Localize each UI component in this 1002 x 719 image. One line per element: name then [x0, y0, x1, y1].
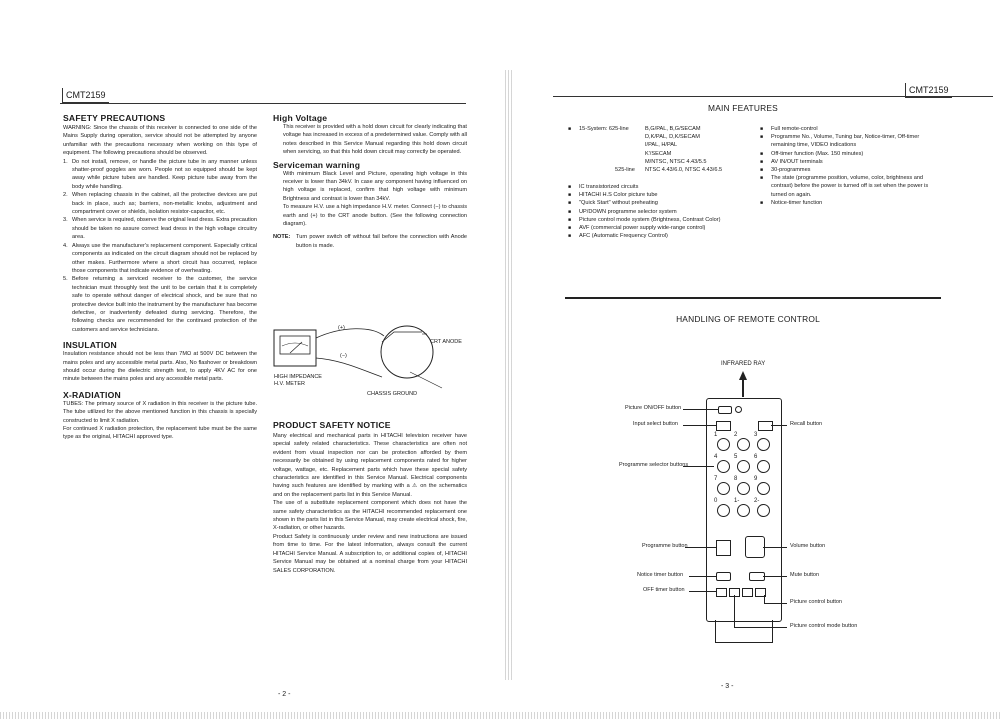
programme-key-2[interactable]: 2 [734, 432, 754, 451]
diagram-plus: (+) [338, 325, 345, 331]
insulation-text: Insulation resistance should not be less than 7MΩ at 500V DC between the mains poles and any accessible metal parts. Also, No flashover or breakdown should occur during the dielectric strength test, to apply 4KV AC for one minute between the mains poles and any accessible metal parts. [63, 351, 257, 383]
power-indicator-icon [735, 406, 742, 413]
note-text: Turn power switch off without fail before the connection with Anode button is made. [296, 234, 467, 249]
programme-key-1-dash[interactable]: 1- [734, 498, 754, 517]
off-timer-button[interactable] [716, 588, 727, 597]
callout-picture-control: Picture control button [790, 599, 842, 605]
programme-key-7[interactable]: 7 [714, 476, 734, 495]
programme-key-3[interactable]: 3 [754, 432, 774, 451]
callout-notice-timer: Notice timer button [637, 572, 684, 578]
chassis-lead [410, 372, 442, 388]
programme-key-8[interactable]: 8 [734, 476, 754, 495]
serviceman-text-2: To measure H.V. use a high impedance H.V. meter. Connect (−) to chassis earth and (+) to the CRT anode button. (See the following connection diagram). [283, 204, 467, 228]
left-column [63, 113, 257, 442]
notice-timer-button[interactable] [716, 572, 731, 581]
system-list-625: B,G/PAL, B,G/SECAM D,K/PAL, D,K/SECAM I/PAL, H/PAL K'/SECAM M/NTSC, NTSC 4.43/5.5 NTSC 4.43/6.0, NTSC 4.43/6.5 [645, 126, 723, 174]
remote-tail [715, 620, 773, 643]
model-label-left: CMT2159 [62, 88, 109, 103]
header-rule-right [553, 96, 993, 97]
infrared-label: INFRARED RAY [721, 361, 766, 367]
volume-button[interactable] [745, 536, 765, 558]
safety-list [63, 158, 257, 335]
safety-intro: WARNING: Since the chassis of this receiver is connected to one side of the Mains Supply during operation, service should not be attempted by anyone unfamiliar with the precautions necessary when working on this type of equipment. The following precautions should be observed. [63, 125, 257, 157]
product-safety [273, 420, 467, 575]
safety-title: SAFETY PRECAUTIONS [63, 113, 166, 123]
programme-key-2-dash[interactable]: 2- [754, 498, 774, 517]
callout-programme: Programme button [642, 543, 688, 549]
xradiation-text-2: For continued X radiation protection, the replacement tube must be the same type as the original, HITACHI approved type. [63, 426, 257, 441]
crt-neck [382, 332, 422, 342]
note [273, 233, 467, 250]
meter-scale [282, 343, 308, 346]
programme-key-1[interactable]: 1 [714, 432, 734, 451]
callout-off-timer: OFF timer button [643, 587, 685, 593]
serviceman-title: Serviceman warning [273, 159, 361, 170]
page-number-right: - 3 - [721, 683, 734, 690]
callout-programme-selector: Programme selector buttons [619, 462, 689, 468]
product-text-1: Many electrical and mechanical parts in HITACHI television receiver have special safety related characteristics. These characteristics are often not evident from visual inspection nor can be protection afforded by them necessarily be obtained by using replacement components rated for higher voltage, wattage, etc. Replacement parts which have these special safety characteristics are identified in this Service Manual. Electrical components having such features are identified by marking with a ⚠ on the schematics and on the replacement parts list in this Service Manual. [273, 433, 467, 498]
product-text-2: The use of a substitute replacement component which does not have the same safety characteristics as the HITACHI recommended replacement one shown in the parts list in this Service Manual, may create electrical shock, fire, X-radiation, or other hazards. [273, 500, 467, 532]
callout-picture-onoff: Picture ON/OFF button [625, 405, 682, 411]
key-grid [714, 432, 774, 517]
serviceman-text-1: With minimum Black Level and Picture, operating high voltage in this receiver is lower than 34kV. In case any component having influenced on high voltage is replaced, confirm that high voltage with minimum Brightness and contrast is lower than 34kV. [283, 170, 467, 202]
diagram-minus: (−) [340, 353, 347, 359]
highvoltage-title: High Voltage [273, 113, 328, 123]
callout-mute: Mute button [790, 572, 820, 578]
diagram-drawing [272, 322, 472, 412]
section-divider [565, 297, 941, 299]
page-number-left: - 2 - [278, 691, 291, 698]
hv-connection-diagram [272, 322, 472, 412]
header-rule-left [60, 103, 466, 104]
safety-item: 3. When service is required, observe the original lead dress. Extra precaution should be taken no assure correct lead dress in the high voltage circuitry area. [63, 217, 257, 241]
diagram-chassis: CHASSIS GROUND [367, 391, 418, 397]
meter-needle [290, 342, 302, 353]
right-column-left-page [273, 113, 467, 250]
gutter-scan-noise [505, 70, 513, 680]
picture-control-button-2[interactable] [742, 588, 753, 597]
minus-lead [316, 358, 382, 377]
model-label-right: CMT2159 [905, 83, 952, 98]
xradiation-text-1: TUBES: The primary source of X radiation in this receiver is the picture tube. The tube utilized for the above mentioned function in this chassis is specially constructed to limit X radiation. [63, 400, 257, 424]
safety-item: 4. Always use the manufacturer's replacement component. Especially critical components as indicated on the circuit diagram should not be replaced by other makes. Furthermore where a short circuit has occurred, replace those components that indicate evidence of overheating. [63, 242, 257, 274]
programme-key-6[interactable]: 6 [754, 454, 774, 473]
safety-item: 1. Do not install, remove, or handle the picture tube in any manner unless shatter-proof goggles are worn. People not so equipped should be kept away while picture tubes are handled. Keep picture tube away from the body while handling. [63, 158, 257, 190]
programme-key-5[interactable]: 5 [734, 454, 754, 473]
systems-label: 15-System: 625-line [579, 126, 629, 132]
diagram-crt-anode: CRT ANODE [430, 339, 462, 345]
callout-volume: Volume button [790, 543, 826, 549]
callout-recall: Recall button [790, 421, 823, 427]
remote-title: HANDLING OF REMOTE CONTROL [676, 314, 820, 324]
insulation-title: INSULATION [63, 340, 117, 351]
safety-item: 5. Before returning a serviced receiver to the customer, the service technician must throughly test the unit to be certain that it is completely safe to operate without danger of electrical shock, and be sure that no protective device built into the instrument by the manufacturer has become defective, or inadvertently defeated during servicing. Therefore, the following checks are recommended for the continued protection of the customers and service technicians. [63, 276, 257, 333]
diagram-meter-line2: H.V. METER [274, 381, 305, 387]
features-left-list: ■ IC transistorized circuits ■ HITACHI H.S Color picture tube ■ "Quick Start" without preheating ■ UP/DOWN programme selector system ■ Picture control mode system (Brightness, Contrast Color) ■ AVF (commercial power supply wide-range control) ■ AFC (Automatic Frequency Control) [568, 183, 748, 240]
systems-525-label: 525-line [615, 167, 635, 173]
right-page [513, 0, 1002, 719]
infrared-arrow-shaft [742, 379, 744, 397]
main-features-title: MAIN FEATURES [708, 103, 778, 113]
note-label: NOTE: [273, 234, 291, 241]
programme-key-0[interactable]: 0 [714, 498, 734, 517]
callout-input-select: Input select button [633, 421, 678, 427]
highvoltage-text: This receiver is provided with a hold down circuit for clearly indicating that voltage has increased in excess of a predetermined value. Comply with all notes described in this Service Manual regarding this hold down circuit when servicing, so that this hold down circuit may correctly be operated. [283, 124, 467, 156]
programme-key-4[interactable]: 4 [714, 454, 734, 473]
xradiation-title: X-RADIATION [63, 389, 121, 400]
programme-key-9[interactable]: 9 [754, 476, 774, 495]
callout-picture-control-mode: Picture control mode button [790, 623, 858, 629]
safety-item: 2. When replacing chassis in the cabinet, all the protective devices are put back in place, such as; barriers, non-metallic knobs, adjustment and compartment cover or shields, isolation resistor-capacitor, etc. [63, 192, 257, 216]
features-right-list: ■ Full remote-control ■ Programme No., Volume, Tuning bar, Notice-timer, Off-timer remaining time, VIDEO indications ■ Off-timer function (Max. 150 minutes) ■ AV IN/OUT terminals ■ 30-programmes ■ The state (programme position, volume, color, brightness and contrast) before the power is turned off is set when the power is turned on again. ■ Notice-timer function [760, 125, 940, 207]
product-text-3: Product Safety is continuously under review and new instructions are issued from time to time. For the latest information, always consult the current HITACHI Service Manual. A subscription to, or additional copies of, HITACHI Service Manual may be obtained at a nominal charge from your HITACHI SALES CORPORATION. [273, 533, 467, 574]
plus-lead [316, 329, 384, 338]
programme-button[interactable] [716, 540, 731, 556]
picture-onoff-button[interactable] [718, 406, 732, 414]
input-select-button[interactable] [716, 421, 731, 431]
recall-button[interactable] [758, 421, 773, 431]
diagram-meter-line1: HIGH IMPEDANCE [274, 374, 322, 380]
product-title: PRODUCT SAFETY NOTICE [273, 420, 391, 430]
